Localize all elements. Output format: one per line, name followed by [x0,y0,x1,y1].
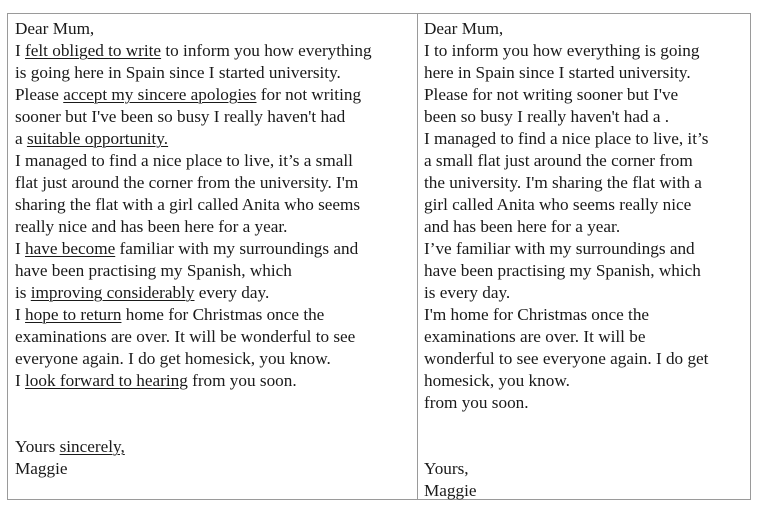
text-run: and has been here for a year. [424,217,621,236]
text-run: I’ve familiar with my surroundings and [424,239,695,258]
text-run: Maggie [424,481,477,500]
letters-table [7,13,751,500]
letter-line [15,282,413,304]
letter-line [15,304,413,326]
text-run: Please for not writing sooner but I've [424,85,679,104]
letter-line [15,18,413,40]
letter-original-column [8,14,418,499]
text-run: here in Spain since I started university. [424,63,691,82]
letter-line [15,436,413,458]
text-run: I [15,239,26,258]
letter-line [424,348,746,370]
letter-line [424,282,746,304]
text-run: I [15,41,26,60]
underlined-phrase: hope to return [25,305,122,324]
text-run: flat just around the corner from the university. I'm [15,173,359,192]
text-run: to inform you how everything [161,41,372,60]
text-run: every day. [194,283,270,302]
letter-line [15,238,413,260]
text-run: the university. I'm sharing the flat with a [424,173,702,192]
text-run: is every day. [424,283,511,302]
letter-line [424,172,746,194]
letter-line [15,128,413,150]
text-run: wonderful to see everyone again. I do get [424,349,709,368]
text-run: from you soon. [424,393,529,412]
letter-line [15,62,413,84]
letter-line [15,326,413,348]
text-run: I managed to find a nice place to live, it’s [424,129,709,148]
text-run: Please [15,85,64,104]
text-run: I managed to find a nice place to live, it’s a small [15,151,353,170]
letter-line [424,18,746,40]
text-run: is [15,283,31,302]
text-run: examinations are over. It will be wonderful to see [15,327,356,346]
letter-line [424,194,746,216]
letter-line [424,260,746,282]
letter-line [15,370,413,392]
letter-line [424,128,746,150]
text-run: I to inform you how everything is going [424,41,700,60]
text-run: sooner but I've been so busy I really haven't had [15,107,346,126]
text-run: Yours [15,437,60,456]
letter-line [15,260,413,282]
underlined-phrase: look forward to hearing [25,371,188,390]
letter-line [424,150,746,172]
text-run: everyone again. I do get homesick, you know. [15,349,331,368]
text-run: homesick, you know. [424,371,570,390]
text-run: have been practising my Spanish, which [424,261,701,280]
text-run: I [15,305,26,324]
text-run: I [15,371,26,390]
text-run: a [15,129,27,148]
blank-line [15,392,413,414]
letter-line [424,216,746,238]
letter-line [424,106,746,128]
letter-line [424,238,746,260]
text-run: Maggie [15,459,68,478]
text-run: Dear Mum, [424,19,504,38]
text-run: been so busy I really haven't had a . [424,107,670,126]
text-run: familiar with my surroundings and [115,239,359,258]
letter-line [15,106,413,128]
underlined-phrase: improving considerably [30,283,195,302]
letter-line [424,62,746,84]
text-run: for not writing [256,85,362,104]
letter-line [424,304,746,326]
letter-line [424,458,746,480]
letter-line [15,216,413,238]
text-run: home for Christmas once the [121,305,325,324]
blank-line [15,414,413,436]
underlined-phrase: have become [25,239,116,258]
text-run: I'm home for Christmas once the [424,305,650,324]
letter-line [424,326,746,348]
text-run: is going here in Spain since I started university. [15,63,341,82]
text-run: from you soon. [187,371,297,390]
letter-line [424,480,746,502]
letter-line [424,40,746,62]
letter-line [424,84,746,106]
letter-line [15,84,413,106]
text-run: sharing the flat with a girl called Anita who seems [15,195,361,214]
underlined-phrase: suitable opportunity. [26,129,169,148]
letter-line [15,194,413,216]
underlined-phrase: accept my sincere apologies [63,85,257,104]
text-run: have been practising my Spanish, which [15,261,292,280]
blank-line [424,414,746,436]
blank-line [424,436,746,458]
text-run: Yours, [424,459,469,478]
letter-line [424,392,746,414]
letter-line [15,458,413,480]
underlined-phrase: sincerely, [59,437,125,456]
letter-line [15,150,413,172]
underlined-phrase: felt obliged to write [25,41,162,60]
text-run: Dear Mum, [15,19,95,38]
letter-line [424,370,746,392]
letter-line [15,172,413,194]
letter-line [15,40,413,62]
text-run: really nice and has been here for a year. [15,217,288,236]
letter-gapped-column [418,14,750,499]
text-run: girl called Anita who seems really nice [424,195,692,214]
text-run: examinations are over. It will be [424,327,646,346]
text-run: a small flat just around the corner from [424,151,693,170]
letter-line [15,348,413,370]
